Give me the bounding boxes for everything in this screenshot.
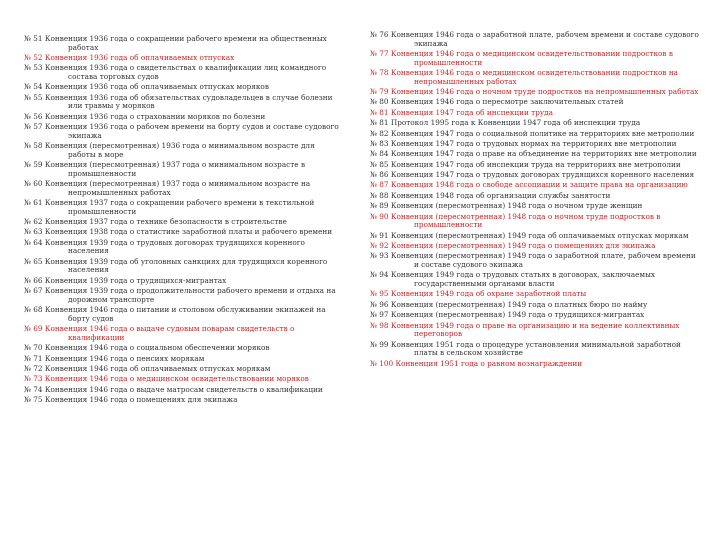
convention-entry: № 94 Конвенция 1949 года о трудовых статьях в договорах, заключаемых государственными органами власти — [370, 270, 656, 288]
convention-entry: № 96 Конвенция (пересмотренная) 1949 года о платных бюро по найму — [370, 299, 648, 309]
convention-entry: № 95 Конвенция 1949 года об охране заработной платы — [370, 289, 587, 299]
convention-entry: № 91 Конвенция (пересмотренная) 1949 года об оплачиваемых отпусках морякам — [370, 230, 689, 240]
convention-entry: № 75 Конвенция 1946 года о помещениях для экипажа — [24, 395, 238, 405]
convention-entry: № 64 Конвенция 1939 года о трудовых договорах трудящихся коренного населения — [24, 237, 305, 256]
convention-entry: № 88 Конвенция 1948 года об организации службы занятости — [370, 190, 611, 200]
convention-entry: № 79 Конвенция 1946 года о ночном труде подростков на непромышленных работах — [370, 86, 699, 96]
convention-entry: № 85 Конвенция 1947 года об инспекции труда на территориях вне метрополии — [370, 159, 681, 169]
convention-entry: № 69 Конвенция 1946 года о выдаче судовым поварам свидетельств о квалификации — [24, 324, 295, 342]
convention-entry: № 72 Конвенция 1946 года об оплачиваемых отпусках морякам — [24, 363, 271, 373]
convention-entry: № 89 Конвенция (пересмотренная) 1948 года о ночном труде женщин — [370, 201, 643, 211]
convention-entry: № 84 Конвенция 1947 года о праве на объединение на территориях вне метрополии — [370, 149, 697, 159]
convention-entry: № 80 Конвенция 1946 года о пересмотре заключительных статей — [370, 97, 624, 107]
convention-entry: № 92 Конвенция (пересмотренная) 1949 года о помещениях для экипажа — [370, 241, 656, 251]
convention-entry: № 76 Конвенция 1946 года о заработной плате, рабочем времени и составе судового экипажа — [370, 30, 699, 48]
convention-entry: № 83 Конвенция 1947 года о трудовых нормах на территориях вне метрополии — [370, 138, 677, 148]
convention-entry: № 59 Конвенция (пересмотренная) 1937 года о минимальном возрасте в промышленности — [24, 160, 306, 178]
convention-entry: № 77 Конвенция 1946 года о медицинском освидетельствовании подростков в промышленности — [370, 48, 673, 67]
convention-entry: № 73 Конвенция 1946 года о медицинском освидетельствовании моряков — [24, 374, 309, 384]
convention-entry: № 63 Конвенция 1938 года о статистике заработной платы и рабочего времени — [24, 227, 333, 237]
convention-entry: № 51 Конвенция 1936 года о сокращении рабочего времени на общественных работах — [24, 34, 327, 52]
convention-entry: № 97 Конвенция (пересмотренная) 1949 года о трудящихся-мигрантах — [370, 310, 645, 320]
convention-entry: № 81 Конвенция 1947 года об инспекции труда — [370, 107, 554, 117]
convention-entry: № 52 Конвенция 1936 года об оплачиваемых отпусках — [24, 52, 235, 62]
convention-entry: № 66 Конвенция 1939 года о трудящихся-мигрантах — [24, 275, 227, 285]
convention-entry: № 61 Конвенция 1937 года о сокращении рабочего времени в текстильной промышленности — [24, 198, 315, 216]
convention-entry: № 68 Конвенция 1946 года о питании и столовом обслуживании экипажей на борту судов — [24, 305, 326, 323]
convention-entry: № 56 Конвенция 1936 года о страховании моряков по болезни — [24, 111, 266, 121]
convention-entry: № 54 Конвенция 1936 года об оплачиваемых отпусках моряков — [24, 82, 269, 92]
convention-entry: № 98 Конвенция 1949 года о праве на организацию и на ведение коллективных переговоров — [370, 320, 680, 339]
convention-entry: № 86 Конвенция 1947 года о трудовых договорах трудящихся коренного населения — [370, 170, 695, 180]
convention-entry: № 87 Конвенция 1948 года о свободе ассоциации и защите права на организацию — [370, 180, 688, 190]
convention-entry: № 81 Протокол 1995 года к Конвенции 1947 года об инспекции труда — [370, 118, 641, 128]
convention-entry: № 93 Конвенция (пересмотренная) 1949 года о заработной плате, рабочем времени и составе судового экипажа — [370, 251, 696, 269]
convention-entry: № 99 Конвенция 1951 года о процедуре установления минимальной заработной платы в сельском хозяйстве — [370, 339, 681, 358]
convention-entry: № 78 Конвенция 1946 года о медицинском освидетельствовании подростков на непромышленных работах — [370, 67, 679, 86]
convention-entry: № 65 Конвенция 1939 года об уголовных санкциях для трудящихся коренного населения — [24, 256, 328, 275]
convention-entry: № 67 Конвенция 1939 года о продолжительности рабочего времени и отдыха на дорожном транспорте — [24, 286, 336, 304]
left-column — [24, 35, 344, 406]
convention-entry: № 53 Конвенция 1936 года о свидетельствах о квалификации лиц командного состава торговых судов — [24, 63, 327, 81]
convention-entry: № 60 Конвенция (пересмотренная) 1937 года о минимальном возрасте на непромышленных работах — [24, 179, 311, 197]
convention-entry: № 100 Конвенция 1951 года о равном вознаграждении — [370, 358, 583, 368]
convention-entry: № 71 Конвенция 1946 года о пенсиях морякам — [24, 353, 205, 363]
convention-entry: № 82 Конвенция 1947 года о социальной политике на территориях вне метрополии — [370, 128, 695, 138]
convention-entry: № 70 Конвенция 1946 года о социальном обеспечении моряков — [24, 343, 270, 353]
convention-entry: № 55 Конвенция 1936 года об обязательствах судовладельцев в случае болезни или травмы у моряков — [24, 92, 333, 111]
convention-entry: № 58 Конвенция (пересмотренная) 1936 года о минимальном возрасте для работы в море — [24, 141, 315, 159]
convention-entry: № 90 Конвенция (пересмотренная) 1948 года о ночном труде подростков в промышленности — [370, 211, 661, 230]
convention-entry: № 57 Конвенция 1936 года о рабочем времени на борту судов и составе судового экипажа — [24, 122, 339, 140]
convention-entry: № 62 Конвенция 1937 года о технике безопасности в строительстве — [24, 217, 287, 227]
convention-entry: № 74 Конвенция 1946 года о выдаче матросам свидетельств о квалификации — [24, 384, 323, 394]
right-column — [370, 31, 700, 370]
